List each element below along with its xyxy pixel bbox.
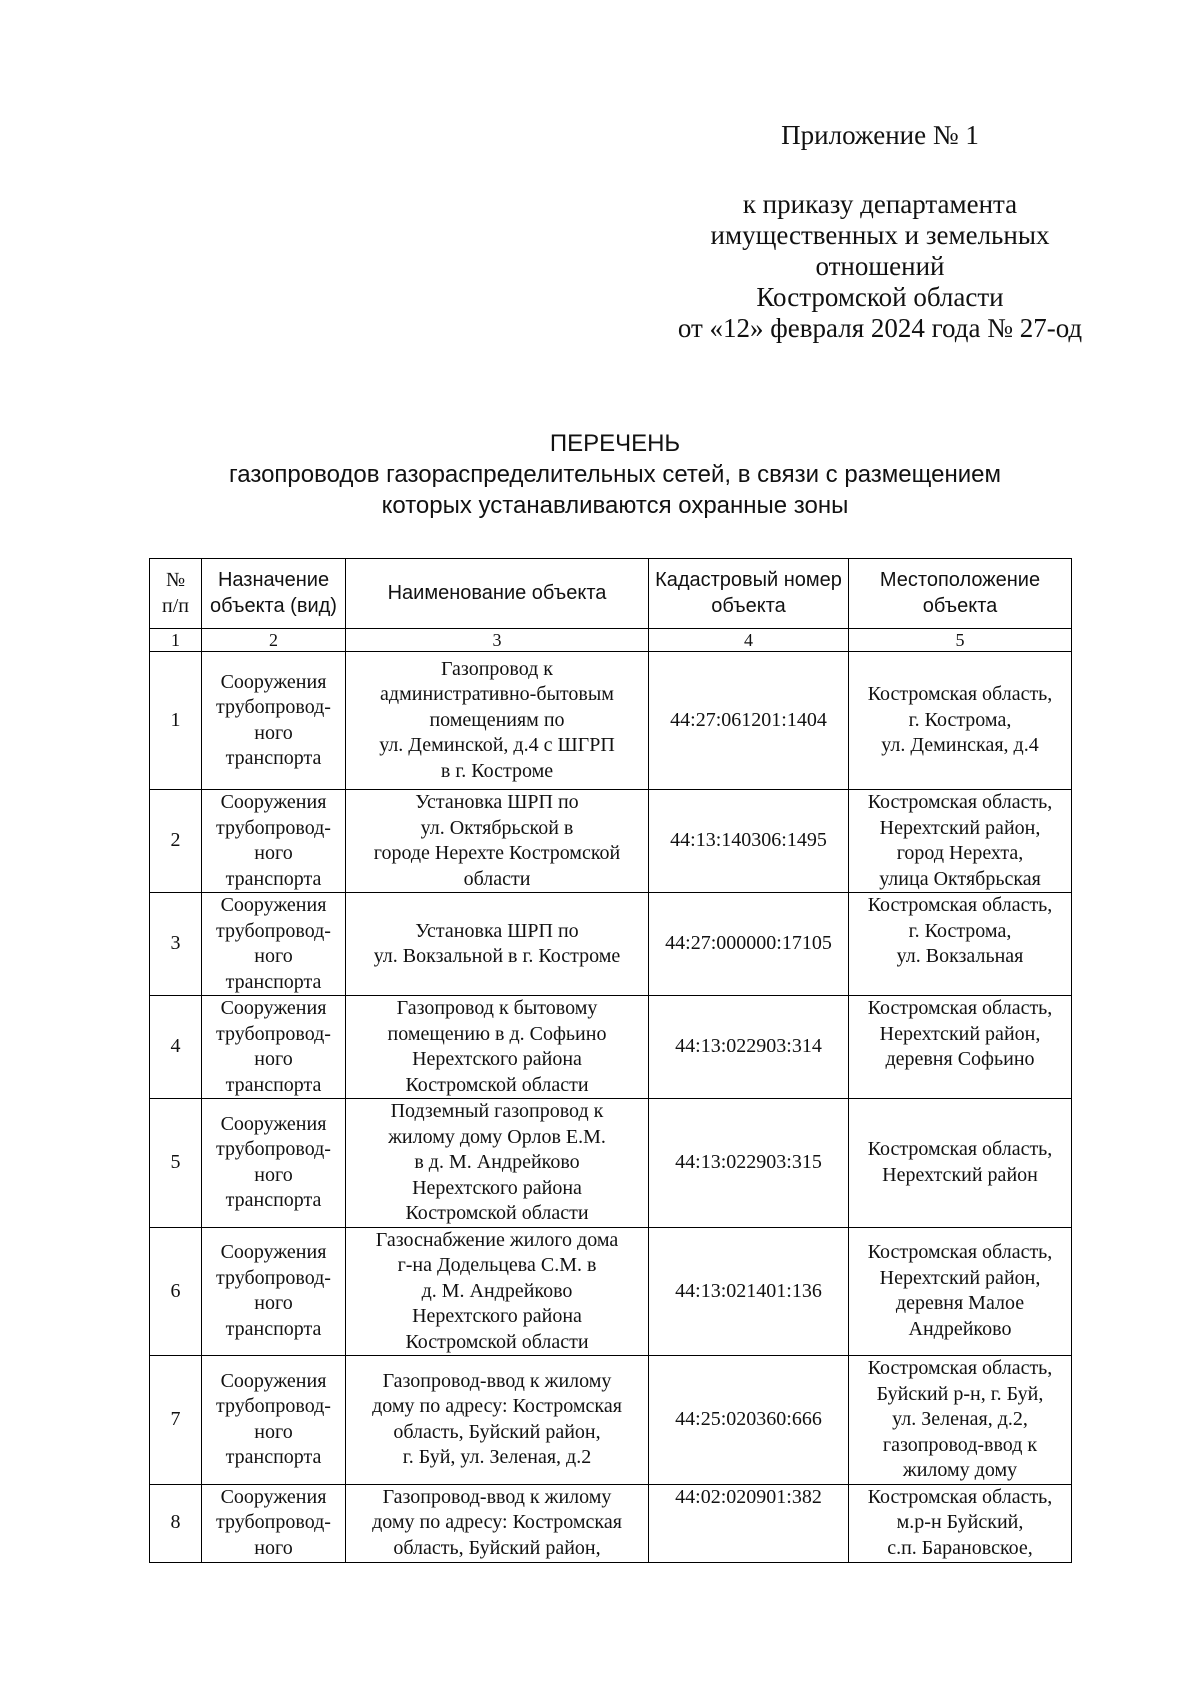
object-name-line: г. Буй, ул. Зеленая, д.2 (402, 1446, 592, 1469)
cadastral-number: 44:27:061201:1404 (649, 652, 849, 790)
object-location-line: ул. Зеленая, д.2, (892, 1408, 1028, 1430)
object-name-line: область, Буйский район, (393, 1420, 601, 1443)
object-location-line: жилому дому (902, 1459, 1018, 1481)
object-kind-line: трубопровод- (216, 1395, 331, 1418)
cadastral-number: 44:13:022903:315 (649, 1099, 849, 1228)
annex-line: Костромской области (756, 282, 1004, 312)
object-kind-line: ного (254, 1420, 293, 1443)
column-number-row (150, 629, 1072, 652)
object-location-line: Костромская область, (867, 997, 1053, 1019)
table-row (150, 996, 1072, 1099)
object-name-line: Газопровод к (440, 657, 554, 680)
object-kind-line: транспорта (225, 970, 322, 993)
row-number: 8 (150, 1484, 202, 1562)
table-row (150, 1227, 1072, 1356)
object-kind-line: Сооружения (220, 894, 327, 916)
object-kind-line: ного (254, 842, 293, 864)
object-name-line: ул. Деминской, д.4 с ШГРП (379, 734, 615, 757)
object-location-line: Костромская область, (867, 894, 1053, 916)
object-kind-line: трубопровод- (216, 696, 331, 718)
header-name: Наименование объекта (346, 559, 649, 629)
object-kind (202, 893, 346, 996)
table-row (150, 652, 1072, 790)
object-name-line: дому по адресу: Костромская (372, 1511, 622, 1533)
object-kind-line: трубопровод- (216, 1511, 331, 1533)
object-kind-line: трубопровод- (216, 1266, 331, 1289)
cadastral-number: 44:27:000000:17105 (649, 893, 849, 996)
object-location (849, 893, 1072, 996)
object-location-line: деревня Малое (895, 1292, 1025, 1315)
cadastral-number: 44:02:020901:382 (649, 1484, 849, 1562)
object-kind (202, 996, 346, 1099)
annex-line: от «12» февраля 2024 года № 27-од (677, 313, 1083, 343)
object-location-line: улица Октябрьская (879, 867, 1041, 890)
row-number: 6 (150, 1227, 202, 1356)
object-name-line: ул. Вокзальной в г. Костроме (373, 945, 621, 967)
object-kind (202, 790, 346, 893)
document-subtitle-line: газопроводов газораспределительных сетей, в связи с размещением (229, 461, 1001, 488)
document-subtitle-line: которых устанавливаются охранные зоны (381, 492, 849, 519)
object-name-line: в д. М. Андрейково (414, 1151, 580, 1173)
column-number: 2 (202, 629, 346, 652)
object-kind-line: транспорта (225, 1073, 322, 1096)
row-number: 2 (150, 790, 202, 893)
annex-line: имущественных и земельных (710, 220, 1050, 250)
object-name-line: Костромской области (405, 1202, 589, 1224)
object-name-line: Нерехтского района (412, 1176, 582, 1199)
object-location (849, 1484, 1072, 1562)
object-name (346, 790, 649, 893)
table-body (150, 652, 1072, 1563)
object-location (849, 1099, 1072, 1228)
object-name (346, 1356, 649, 1485)
object-kind-line: Сооружения (220, 1112, 327, 1135)
object-name-line: ул. Октябрьской в (420, 816, 574, 839)
object-kind-line: ного (254, 945, 293, 967)
object-location-line: с.п. Барановское, (887, 1536, 1033, 1559)
object-location-line: газопровод-ввод к (882, 1433, 1038, 1456)
object-name-line: Газоснабжение жилого дома (375, 1228, 619, 1251)
object-name-line: г-на Додельцева С.М. в (397, 1254, 597, 1276)
object-name-line: Газопровод к бытовому (396, 997, 598, 1019)
object-kind-line: Сооружения (220, 1369, 327, 1392)
object-location-line: ул. Деминская, д.4 (881, 734, 1039, 757)
object-kind-line: Сооружения (220, 997, 327, 1019)
row-number: 4 (150, 996, 202, 1099)
object-location (849, 1227, 1072, 1356)
object-kind-line: ного (254, 1163, 293, 1186)
object-location (849, 790, 1072, 893)
object-kind-line: транспорта (225, 747, 322, 769)
object-location-line: Нерехтский район, (879, 1266, 1041, 1289)
pipelines-table (149, 558, 1072, 1563)
object-kind-line: трубопровод- (216, 816, 331, 839)
object-kind-line: Сооружения (220, 670, 327, 693)
object-location-line: деревня Софьино (885, 1048, 1035, 1070)
table-row (150, 790, 1072, 893)
object-name-line: административно-бытовым (380, 683, 614, 706)
object-name (346, 996, 649, 1099)
table-row (150, 1356, 1072, 1485)
annex-line: отношений (815, 251, 945, 281)
object-name-line: жилому дому Орлов Е.М. (388, 1125, 606, 1148)
object-name-line: в г. Костроме (440, 759, 554, 782)
object-kind-line: ного (254, 1536, 293, 1559)
object-kind-line: Сооружения (220, 1485, 327, 1508)
object-kind-line: трубопровод- (216, 1138, 331, 1161)
cadastral-number: 44:13:022903:314 (649, 996, 849, 1099)
object-name-line: Газопровод-ввод к жилому (382, 1485, 612, 1508)
object-kind-line: трубопровод- (216, 1022, 331, 1045)
object-name-line: Костромской области (405, 1073, 589, 1096)
object-location-line: Костромская область, (867, 1485, 1053, 1508)
object-kind-line: транспорта (225, 867, 322, 890)
document-heading (150, 428, 1080, 521)
object-location-line: Костромская область, (867, 683, 1053, 706)
object-location-line: Костромская область, (867, 791, 1053, 813)
column-number: 3 (346, 629, 649, 652)
cadastral-number: 44:13:140306:1495 (649, 790, 849, 893)
object-location-line: ул. Вокзальная (896, 945, 1024, 967)
object-name-line: области (463, 867, 531, 890)
header-cadastral: Кадастровый номер объекта (649, 559, 849, 629)
object-name (346, 1099, 649, 1228)
row-number: 5 (150, 1099, 202, 1228)
object-name-line: помещению в д. Софьино (387, 1022, 607, 1045)
object-name (346, 1227, 649, 1356)
object-kind (202, 1227, 346, 1356)
object-kind-line: ного (254, 721, 293, 744)
object-kind (202, 1356, 346, 1485)
table-row (150, 1484, 1072, 1562)
object-kind-line: транспорта (225, 1446, 322, 1469)
column-number: 5 (849, 629, 1072, 652)
object-name-line: дому по адресу: Костромская (372, 1395, 622, 1418)
cadastral-number: 44:25:020360:666 (649, 1356, 849, 1485)
object-name-line: Подземный газопровод к (390, 1100, 604, 1122)
object-name-line: область, Буйский район, (393, 1536, 601, 1559)
object-kind-line: ного (254, 1292, 293, 1315)
object-kind-line: Сооружения (220, 1241, 327, 1264)
header-number: № п/п (150, 559, 202, 629)
object-location-line: г. Кострома, (908, 919, 1012, 942)
object-location-line: город Нерехта, (896, 842, 1024, 864)
object-location-line: Буйский р-н, г. Буй, (876, 1382, 1044, 1405)
object-name-line: городе Нерехте Костромской (373, 842, 621, 864)
object-location (849, 1356, 1072, 1485)
object-name-line: Газопровод-ввод к жилому (382, 1369, 612, 1392)
object-location (849, 996, 1072, 1099)
annex-line: к приказу департамента (742, 189, 1018, 219)
object-name-line: Установка ШРП по (415, 919, 579, 942)
column-number: 4 (649, 629, 849, 652)
object-kind (202, 652, 346, 790)
object-kind-line: Сооружения (220, 791, 327, 813)
object-name-line: д. М. Андрейково (421, 1279, 573, 1302)
object-location-line: Костромская область, (867, 1357, 1053, 1379)
object-location-line: Нерехтский район (882, 1163, 1038, 1186)
object-kind-line: ного (254, 1048, 293, 1070)
object-location-line: Костромская область, (867, 1138, 1053, 1161)
object-name-line: Костромской области (405, 1330, 589, 1353)
object-name-line: Нерехтского района (412, 1048, 582, 1070)
column-number: 1 (150, 629, 202, 652)
row-number: 3 (150, 893, 202, 996)
table-row (150, 1099, 1072, 1228)
object-location-line: Костромская область, (867, 1241, 1053, 1264)
object-kind (202, 1099, 346, 1228)
object-name (346, 893, 649, 996)
object-location-line: м.р-н Буйский, (896, 1511, 1024, 1533)
annex-block (610, 120, 1150, 344)
table-row (150, 893, 1072, 996)
object-name-line: помещениям по (429, 708, 565, 731)
object-kind (202, 1484, 346, 1562)
object-name-line: Нерехтского района (412, 1305, 582, 1327)
object-name (346, 652, 649, 790)
object-name-line: Установка ШРП по (415, 791, 579, 813)
object-location-line: г. Кострома, (908, 708, 1012, 731)
object-location-line: Андрейково (908, 1317, 1012, 1340)
object-kind-line: трубопровод- (216, 919, 331, 942)
object-location-line: Нерехтский район, (879, 1022, 1041, 1045)
row-number: 1 (150, 652, 202, 790)
annex-title: Приложение № 1 (781, 120, 979, 150)
header-kind: Назначение объекта (вид) (202, 559, 346, 629)
document-title: ПЕРЕЧЕНЬ (549, 430, 681, 457)
object-kind-line: транспорта (225, 1317, 322, 1340)
object-location (849, 652, 1072, 790)
object-kind-line: транспорта (225, 1189, 322, 1212)
header-location: Местоположение объекта (849, 559, 1072, 629)
row-number: 7 (150, 1356, 202, 1485)
object-name (346, 1484, 649, 1562)
cadastral-number: 44:13:021401:136 (649, 1227, 849, 1356)
object-location-line: Нерехтский район, (879, 816, 1041, 839)
table-header-row (150, 559, 1072, 629)
